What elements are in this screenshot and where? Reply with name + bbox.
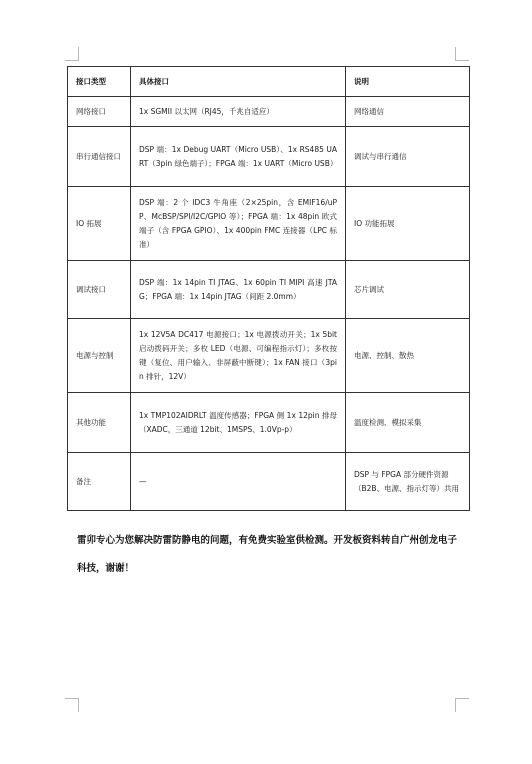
table-row: [68, 97, 470, 127]
row-spec: DSP 端：2 个 IDC3 牛角座（2×25pin，含 EMIF16/uPP、McBSP/SPI/I2C/GPIO 等）；FPGA 端：1x 48pin 欧式端子（含 FPGA GPIO）、1x 400pin FMC 连接器（LPC 标准）: [131, 187, 346, 261]
interface-table: [67, 66, 470, 511]
row-type: 备注: [68, 453, 131, 511]
row-note: 芯片调试: [346, 261, 470, 319]
table-row: [68, 261, 470, 319]
table-header-row: [68, 67, 470, 97]
row-type: 网络接口: [68, 97, 131, 127]
row-spec: 1x TMP102AIDRLT 温度传感器；FPGA 侧 1x 12pin 排母（XADC，三通道 12bit、1MSPS、1.0Vp-p）: [131, 393, 346, 453]
row-type: IO 拓展: [68, 187, 131, 261]
header-interface-type: 接口类型: [68, 67, 131, 97]
row-note: 电源、控制、散热: [346, 319, 470, 393]
row-note: 调试与串行通信: [346, 127, 470, 187]
crop-mark-top-right: [455, 47, 469, 61]
crop-mark-bottom-left: [65, 698, 79, 712]
row-spec: 1x 12V5A DC417 电源接口；1x 电源拨动开关；1x 5bit 启动拨码开关；多枚 LED（电源、可编程指示灯）；多枚按键（复位、用户输入、非屏蔽中断键）；1x FAN 接口（3pin 排针，12V）: [131, 319, 346, 393]
row-type: 调试接口: [68, 261, 131, 319]
crop-mark-bottom-right: [455, 698, 469, 712]
row-note: DSP 与 FPGA 部分硬件资源（B2B、电源、指示灯等）共用: [346, 453, 470, 511]
row-note: IO 功能拓展: [346, 187, 470, 261]
header-specific-interface: 具体接口: [131, 67, 346, 97]
row-note: 温度检测、模拟采集: [346, 393, 470, 453]
header-description: 说明: [346, 67, 470, 97]
row-type: 串行通信接口: [68, 127, 131, 187]
footer-paragraph: 雷卯专心为您解决防雷防静电的问题，有免费实验室供检测。开发板资料转自广州创龙电子科技，谢谢！: [77, 535, 458, 574]
table-row: [68, 127, 470, 187]
row-note: 网络通信: [346, 97, 470, 127]
table-row: [68, 393, 470, 453]
row-type: 电源与控制: [68, 319, 131, 393]
row-spec: 1x SGMII 以太网（RJ45，千兆自适应）: [131, 97, 346, 127]
row-spec: DSP 端：1x Debug UART（Micro USB）、1x RS485 UART（3pin 绿色端子）；FPGA 端：1x UART（Micro USB）: [131, 127, 346, 187]
crop-mark-top-left: [65, 47, 79, 61]
table-row: [68, 453, 470, 511]
table-row: [68, 319, 470, 393]
row-type: 其他功能: [68, 393, 131, 453]
row-spec: DSP 端：1x 14pin TI JTAG、1x 60pin TI MIPI 高速 JTAG；FPGA 端：1x 14pin JTAG（间距 2.0mm）: [131, 261, 346, 319]
row-spec: —: [131, 453, 346, 511]
table-row: [68, 187, 470, 261]
